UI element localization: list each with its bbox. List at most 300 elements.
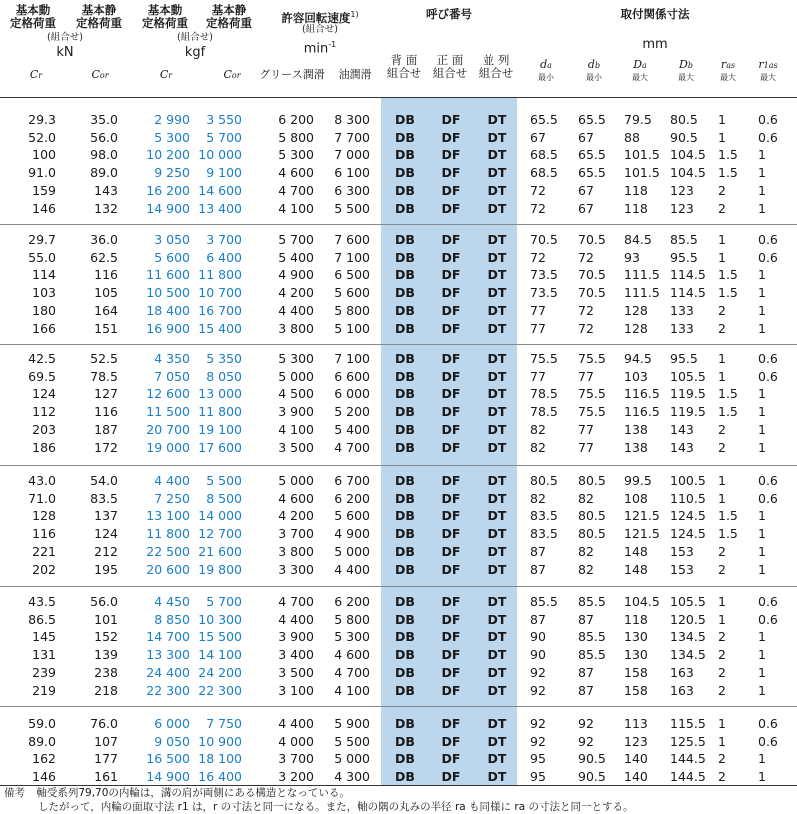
cell-dim-Da: 108	[624, 490, 648, 506]
cell-cr-kn: 59.0	[28, 716, 56, 731]
cell-cr-kn: 124	[32, 386, 56, 402]
cell-desig-df: DF	[441, 647, 461, 663]
max-r1as: 最大	[760, 73, 776, 82]
cell-dim-db: 82	[578, 543, 594, 559]
cell-dim-Db: 153	[670, 561, 694, 577]
cell-dim-Da: 121.5	[624, 526, 660, 542]
cell-dim-Db: 134.5	[670, 629, 706, 645]
cell-desig-db: DB	[395, 751, 415, 767]
cell-desig-dt: DT	[487, 351, 507, 366]
cell-speed-grease: 4 600	[278, 165, 314, 181]
designation-header: 呼び番号	[426, 7, 472, 21]
cell-speed-grease: 5 300	[278, 351, 314, 366]
cell-dim-db: 65.5	[578, 112, 606, 127]
cell-dim-Da: 113	[624, 716, 648, 731]
cell-cor-kgf: 15 400	[198, 320, 242, 336]
cell-dim-Db: 133	[670, 302, 694, 318]
sym-Da: Da	[633, 58, 647, 71]
min-da: 最小	[538, 73, 554, 82]
cell-desig-db: DB	[395, 611, 415, 627]
cell-desig-db: DB	[395, 526, 415, 542]
cell-cr-kn: 29.3	[28, 112, 56, 127]
cell-cr-kgf: 8 850	[154, 611, 190, 627]
cell-desig-df: DF	[441, 320, 461, 336]
cell-cor-kn: 152	[94, 629, 118, 645]
cell-dim-ras: 1	[718, 112, 726, 127]
cell-desig-dt: DT	[487, 404, 507, 420]
cell-cr-kgf: 20 700	[146, 421, 190, 437]
cell-speed-oil: 4 700	[334, 664, 370, 680]
cell-dim-Db: 123	[670, 200, 694, 216]
cell-desig-df: DF	[441, 351, 461, 366]
cell-dim-r1as: 1	[758, 629, 766, 645]
mounting-header: 取付関係寸法	[620, 7, 690, 21]
cell-cor-kn: 139	[94, 647, 118, 663]
cell-dim-r1as: 0.6	[758, 368, 778, 384]
cell-cr-kgf: 4 400	[154, 473, 190, 488]
cell-speed-grease: 6 200	[278, 112, 314, 127]
cell-desig-dt: DT	[487, 769, 507, 785]
cell-desig-dt: DT	[487, 147, 507, 163]
cell-cor-kn: 62.5	[90, 249, 118, 265]
speed-header: 許容回転速度$^{1)}$	[281, 10, 359, 25]
cell-dim-db: 72	[578, 320, 594, 336]
cell-dim-r1as: 0.6	[758, 733, 778, 749]
cell-speed-grease: 4 400	[278, 716, 314, 731]
cell-desig-df: DF	[441, 508, 461, 524]
cell-cor-kgf: 10 300	[198, 611, 242, 627]
cell-dim-ras: 1	[718, 490, 726, 506]
cell-desig-dt: DT	[487, 508, 507, 524]
cell-cor-kgf: 10 700	[198, 285, 242, 301]
cell-cor-kn: 56.0	[90, 129, 118, 145]
cell-desig-dt: DT	[487, 182, 507, 198]
cell-speed-grease: 4 600	[278, 490, 314, 506]
cell-desig-db: DB	[395, 129, 415, 145]
cell-cr-kgf: 9 050	[154, 733, 190, 749]
cell-desig-dt: DT	[487, 249, 507, 265]
cell-speed-grease: 5 000	[278, 368, 314, 384]
cell-cr-kgf: 11 800	[146, 526, 190, 542]
cell-dim-r1as: 1	[758, 267, 766, 283]
cell-desig-dt: DT	[487, 165, 507, 181]
cell-cor-kgf: 24 200	[198, 664, 242, 680]
cell-dim-da: 77	[530, 368, 546, 384]
max-Db: 最大	[678, 73, 694, 82]
sym-cor-kn: Cor	[91, 68, 109, 81]
cell-desig-df: DF	[441, 147, 461, 163]
cell-cor-kn: 89.0	[90, 165, 118, 181]
cell-dim-da: 87	[530, 561, 546, 577]
cell-dim-r1as: 0.6	[758, 594, 778, 609]
cell-cor-kgf: 6 400	[206, 249, 242, 265]
cell-speed-oil: 5 800	[334, 611, 370, 627]
cell-dim-db: 85.5	[578, 629, 606, 645]
cell-cr-kn: 203	[32, 421, 56, 437]
cell-dim-ras: 1	[718, 351, 726, 366]
cell-cor-kn: 83.5	[90, 490, 118, 506]
cell-cr-kgf: 4 350	[154, 351, 190, 366]
cell-dim-db: 90.5	[578, 769, 606, 785]
cell-dim-da: 65.5	[530, 112, 558, 127]
cell-cr-kn: 86.5	[28, 611, 56, 627]
cell-desig-db: DB	[395, 439, 415, 455]
cell-desig-df: DF	[441, 751, 461, 767]
cell-dim-da: 87	[530, 611, 546, 627]
cell-desig-db: DB	[395, 664, 415, 680]
cell-dim-Da: 111.5	[624, 285, 660, 301]
cell-desig-dt: DT	[487, 200, 507, 216]
cell-speed-oil: 5 500	[334, 200, 370, 216]
cell-dim-Db: 100.5	[670, 473, 706, 488]
cell-desig-df: DF	[441, 200, 461, 216]
cell-dim-Da: 93	[624, 249, 640, 265]
cell-dim-r1as: 1	[758, 421, 766, 437]
cell-dim-Db: 105.5	[670, 594, 706, 609]
cell-desig-dt: DT	[487, 112, 507, 127]
cell-dim-da: 80.5	[530, 473, 558, 488]
cell-desig-db: DB	[395, 112, 415, 127]
cell-dim-Da: 104.5	[624, 594, 660, 609]
cell-desig-df: DF	[441, 439, 461, 455]
cell-cr-kn: 89.0	[28, 733, 56, 749]
cell-dim-Da: 130	[624, 629, 648, 645]
cell-dim-r1as: 1	[758, 682, 766, 698]
cell-cr-kgf: 2 990	[154, 112, 190, 127]
cell-dim-da: 77	[530, 302, 546, 318]
cell-cr-kgf: 7 250	[154, 490, 190, 506]
cell-cor-kn: 101	[94, 611, 118, 627]
cell-speed-oil: 4 600	[334, 647, 370, 663]
cell-speed-oil: 6 100	[334, 165, 370, 181]
cell-dim-ras: 1	[718, 368, 726, 384]
cell-cor-kn: 105	[94, 285, 118, 301]
db-header: 背 面 組合せ	[386, 53, 422, 80]
unit-kgf: kgf	[184, 45, 206, 60]
cell-speed-grease: 3 900	[278, 629, 314, 645]
grease-header: グリース潤滑	[259, 68, 325, 81]
cell-speed-grease: 5 000	[278, 473, 314, 488]
cell-dim-ras: 1.5	[718, 285, 738, 301]
cell-desig-df: DF	[441, 368, 461, 384]
cell-speed-oil: 8 300	[334, 112, 370, 127]
cell-dim-da: 75.5	[530, 351, 558, 366]
cell-dim-db: 87	[578, 664, 594, 680]
cell-desig-db: DB	[395, 351, 415, 366]
cell-dim-ras: 1.5	[718, 386, 738, 402]
cell-cor-kgf: 5 700	[206, 594, 242, 609]
cell-dim-da: 92	[530, 716, 546, 731]
cell-dim-Da: 148	[624, 561, 648, 577]
group-separator	[0, 586, 797, 587]
cell-dim-Db: 95.5	[670, 351, 698, 366]
cell-speed-grease: 4 900	[278, 267, 314, 283]
cell-speed-oil: 7 000	[334, 147, 370, 163]
cell-speed-grease: 4 400	[278, 611, 314, 627]
cell-dim-db: 72	[578, 249, 594, 265]
cell-dim-da: 85.5	[530, 594, 558, 609]
cell-dim-db: 67	[578, 200, 594, 216]
sym-Db: Db	[679, 58, 693, 71]
cell-dim-db: 70.5	[578, 232, 606, 247]
cell-dim-db: 90.5	[578, 751, 606, 767]
cell-dim-Da: 121.5	[624, 508, 660, 524]
cell-dim-Db: 124.5	[670, 526, 706, 542]
cell-dim-r1as: 0.6	[758, 611, 778, 627]
cell-dim-Da: 140	[624, 751, 648, 767]
cell-dim-ras: 1	[718, 716, 726, 731]
cell-dim-ras: 2	[718, 647, 726, 663]
cell-cr-kn: 146	[32, 200, 56, 216]
cell-dim-db: 92	[578, 733, 594, 749]
cell-dim-da: 92	[530, 733, 546, 749]
cell-dim-Db: 134.5	[670, 647, 706, 663]
cell-dim-r1as: 1	[758, 200, 766, 216]
cell-cor-kgf: 13 400	[198, 200, 242, 216]
cell-dim-db: 80.5	[578, 526, 606, 542]
cell-dim-db: 82	[578, 561, 594, 577]
cell-desig-df: DF	[441, 611, 461, 627]
cell-cr-kgf: 11 600	[146, 267, 190, 283]
cell-cor-kn: 195	[94, 561, 118, 577]
cell-dim-Db: 124.5	[670, 508, 706, 524]
cell-dim-Db: 110.5	[670, 490, 706, 506]
group-separator	[0, 706, 797, 707]
cell-dim-ras: 1.5	[718, 267, 738, 283]
cell-desig-db: DB	[395, 769, 415, 785]
cell-desig-df: DF	[441, 561, 461, 577]
cell-cor-kn: 132	[94, 200, 118, 216]
cell-speed-oil: 7 600	[334, 232, 370, 247]
cell-cor-kn: 212	[94, 543, 118, 559]
cell-dim-da: 73.5	[530, 285, 558, 301]
cell-desig-db: DB	[395, 421, 415, 437]
cell-dim-r1as: 0.6	[758, 716, 778, 731]
group-separator	[0, 344, 797, 345]
group-separator	[0, 465, 797, 466]
cell-desig-df: DF	[441, 386, 461, 402]
mounting-unit: mm	[642, 37, 668, 52]
cell-dim-da: 67	[530, 129, 546, 145]
cell-speed-grease: 3 100	[278, 682, 314, 698]
cell-dim-r1as: 1	[758, 647, 766, 663]
header-rule	[0, 97, 797, 98]
cell-cor-kn: 177	[94, 751, 118, 767]
cell-dim-db: 70.5	[578, 285, 606, 301]
cell-dim-Db: 105.5	[670, 368, 706, 384]
cell-cr-kn: 166	[32, 320, 56, 336]
cell-cor-kgf: 7 750	[206, 716, 242, 731]
cell-desig-df: DF	[441, 182, 461, 198]
cor-kgf-header: 基本静 定格荷重	[206, 3, 252, 30]
cell-dim-Db: 144.5	[670, 751, 706, 767]
sym-r1as: r1as	[758, 58, 778, 71]
cell-dim-Db: 95.5	[670, 249, 698, 265]
cell-desig-db: DB	[395, 249, 415, 265]
cell-dim-Db: 119.5	[670, 404, 706, 420]
cell-cor-kgf: 16 700	[198, 302, 242, 318]
cell-speed-grease: 3 800	[278, 543, 314, 559]
cell-desig-df: DF	[441, 664, 461, 680]
cell-cor-kgf: 17 600	[198, 439, 242, 455]
cell-cor-kn: 35.0	[90, 112, 118, 127]
cell-cor-kn: 187	[94, 421, 118, 437]
cell-cor-kgf: 14 100	[198, 647, 242, 663]
cell-dim-r1as: 1	[758, 285, 766, 301]
cell-dim-Da: 123	[624, 733, 648, 749]
cell-desig-df: DF	[441, 490, 461, 506]
cell-dim-db: 65.5	[578, 165, 606, 181]
cell-dim-Da: 79.5	[624, 112, 652, 127]
cell-cor-kn: 161	[94, 769, 118, 785]
cell-dim-ras: 1	[718, 611, 726, 627]
cell-desig-dt: DT	[487, 751, 507, 767]
cell-speed-oil: 4 100	[334, 682, 370, 698]
cell-speed-oil: 5 200	[334, 404, 370, 420]
cell-dim-Db: 114.5	[670, 285, 706, 301]
cell-dim-db: 75.5	[578, 404, 606, 420]
cell-speed-grease: 3 400	[278, 647, 314, 663]
cell-cr-kn: 112	[32, 404, 56, 420]
cell-cor-kgf: 10 900	[198, 733, 242, 749]
cell-dim-db: 77	[578, 421, 594, 437]
speed-unit: $\min^{-1}$	[303, 40, 337, 57]
cell-dim-r1as: 1	[758, 508, 766, 524]
cell-desig-dt: DT	[487, 439, 507, 455]
cell-dim-da: 82	[530, 421, 546, 437]
cell-speed-oil: 6 700	[334, 473, 370, 488]
cell-cor-kgf: 11 800	[198, 267, 242, 283]
cell-dim-Da: 99.5	[624, 473, 652, 488]
cell-speed-grease: 4 200	[278, 508, 314, 524]
cell-dim-Da: 138	[624, 421, 648, 437]
cell-cr-kn: 186	[32, 439, 56, 455]
cell-cr-kn: 221	[32, 543, 56, 559]
cell-cor-kgf: 3 700	[206, 232, 242, 247]
cell-dim-Db: 143	[670, 421, 694, 437]
cell-cor-kn: 164	[94, 302, 118, 318]
sym-ras: ras	[720, 58, 736, 71]
cell-desig-df: DF	[441, 267, 461, 283]
cell-cr-kgf: 10 200	[146, 147, 190, 163]
cell-cor-kn: 238	[94, 664, 118, 680]
cell-dim-r1as: 1	[758, 439, 766, 455]
cell-cor-kgf: 21 600	[198, 543, 242, 559]
cell-cor-kn: 137	[94, 508, 118, 524]
cell-dim-da: 77	[530, 320, 546, 336]
combo-note-kgf: (組合せ)	[177, 32, 213, 43]
cell-cor-kgf: 9 100	[206, 165, 242, 181]
cell-dim-ras: 2	[718, 561, 726, 577]
cell-speed-oil: 4 400	[334, 561, 370, 577]
cell-desig-db: DB	[395, 543, 415, 559]
cell-desig-db: DB	[395, 302, 415, 318]
cell-desig-dt: DT	[487, 285, 507, 301]
cell-dim-da: 72	[530, 249, 546, 265]
cell-desig-dt: DT	[487, 473, 507, 488]
oil-header: 油潤滑	[338, 68, 372, 81]
sym-da: da	[540, 58, 552, 71]
cell-dim-r1as: 1	[758, 526, 766, 542]
cell-cr-kn: 42.5	[28, 351, 56, 366]
cell-dim-r1as: 0.6	[758, 473, 778, 488]
cell-cr-kgf: 13 100	[146, 508, 190, 524]
cell-cor-kn: 124	[94, 526, 118, 542]
speed-combo-note: (組合せ)	[302, 24, 338, 35]
cell-dim-db: 80.5	[578, 508, 606, 524]
cor-kn-header: 基本静 定格荷重	[76, 3, 122, 30]
cell-dim-r1as: 1	[758, 751, 766, 767]
cell-desig-db: DB	[395, 386, 415, 402]
cell-desig-db: DB	[395, 716, 415, 731]
sym-db: db	[587, 58, 601, 71]
cell-dim-r1as: 0.6	[758, 351, 778, 366]
cell-cor-kgf: 16 400	[198, 769, 242, 785]
cell-cr-kn: 162	[32, 751, 56, 767]
cell-speed-grease: 4 700	[278, 182, 314, 198]
cell-cor-kgf: 8 500	[206, 490, 242, 506]
cell-cr-kn: 91.0	[28, 165, 56, 181]
cell-desig-df: DF	[441, 232, 461, 247]
cell-dim-r1as: 1	[758, 182, 766, 198]
cell-dim-ras: 1.5	[718, 165, 738, 181]
cell-cor-kgf: 5 700	[206, 129, 242, 145]
cell-desig-db: DB	[395, 147, 415, 163]
cell-cr-kn: 69.5	[28, 368, 56, 384]
cell-desig-dt: DT	[487, 490, 507, 506]
cell-cr-kgf: 20 600	[146, 561, 190, 577]
cell-desig-dt: DT	[487, 543, 507, 559]
cell-cr-kgf: 5 600	[154, 249, 190, 265]
cell-cr-kgf: 10 500	[146, 285, 190, 301]
cell-cor-kn: 151	[94, 320, 118, 336]
cell-desig-df: DF	[441, 249, 461, 265]
cell-dim-Da: 84.5	[624, 232, 652, 247]
cell-dim-r1as: 0.6	[758, 129, 778, 145]
cell-dim-db: 70.5	[578, 267, 606, 283]
cell-desig-df: DF	[441, 543, 461, 559]
cell-desig-dt: DT	[487, 561, 507, 577]
cell-dim-db: 80.5	[578, 473, 606, 488]
cell-desig-db: DB	[395, 232, 415, 247]
cell-dim-ras: 2	[718, 320, 726, 336]
cell-cor-kgf: 5 350	[206, 351, 242, 366]
cell-cr-kgf: 16 500	[146, 751, 190, 767]
cell-cor-kgf: 19 100	[198, 421, 242, 437]
cell-dim-db: 72	[578, 302, 594, 318]
cell-desig-db: DB	[395, 267, 415, 283]
cell-cr-kgf: 24 400	[146, 664, 190, 680]
cell-cr-kgf: 7 050	[154, 368, 190, 384]
cell-speed-grease: 3 800	[278, 320, 314, 336]
cell-desig-df: DF	[441, 302, 461, 318]
df-header: 正 面 組合せ	[432, 53, 468, 80]
cell-dim-Da: 118	[624, 200, 648, 216]
cell-speed-grease: 4 000	[278, 733, 314, 749]
cell-desig-db: DB	[395, 682, 415, 698]
cell-cor-kn: 107	[94, 733, 118, 749]
cell-dim-r1as: 1	[758, 302, 766, 318]
cell-cr-kn: 159	[32, 182, 56, 198]
cell-cr-kn: 180	[32, 302, 56, 318]
cell-dim-ras: 2	[718, 200, 726, 216]
cell-dim-db: 85.5	[578, 647, 606, 663]
cell-speed-grease: 3 500	[278, 439, 314, 455]
cell-cr-kn: 114	[32, 267, 56, 283]
cell-dim-ras: 2	[718, 751, 726, 767]
cell-cor-kn: 127	[94, 386, 118, 402]
cell-dim-Da: 128	[624, 320, 648, 336]
